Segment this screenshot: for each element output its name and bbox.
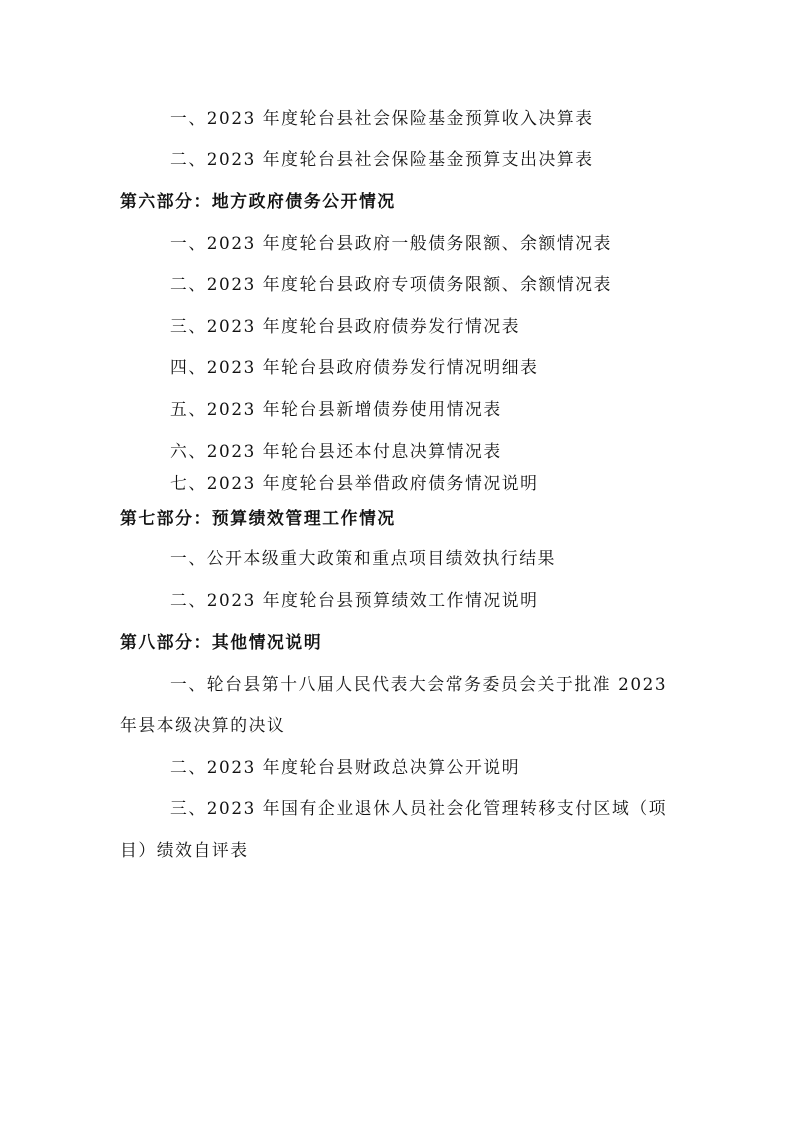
section-heading-part-8: 第八部分：其他情况说明: [120, 632, 323, 652]
toc-item-debt-repayment: 六、2023 年轮台县还本付息决算情况表: [170, 441, 502, 461]
toc-item-social-insurance-income: 一、2023 年度轮台县社会保险基金预算收入决算表: [170, 108, 594, 128]
toc-item-transfer-payment: 三、2023 年国有企业退休人员社会化管理转移支付区域（项: [170, 798, 668, 818]
toc-item-special-debt-limit: 二、2023 年度轮台县政府专项债务限额、余额情况表: [170, 274, 613, 294]
toc-item-social-insurance-expenditure: 二、2023 年度轮台县社会保险基金预算支出决算表: [170, 149, 594, 169]
toc-item-budget-performance: 二、2023 年度轮台县预算绩效工作情况说明: [170, 590, 539, 610]
toc-item-policy-performance: 一、公开本级重大政策和重点项目绩效执行结果: [170, 548, 557, 568]
toc-item-bond-issuance: 三、2023 年度轮台县政府债券发行情况表: [170, 316, 521, 336]
toc-item-transfer-payment-continued: 目）绩效自评表: [120, 840, 249, 860]
toc-item-bond-issuance-detail: 四、2023 年轮台县政府债券发行情况明细表: [170, 357, 539, 377]
toc-item-new-bond-usage: 五、2023 年轮台县新增债券使用情况表: [170, 399, 502, 419]
section-heading-part-7: 第七部分：预算绩效管理工作情况: [120, 508, 396, 528]
section-heading-part-6: 第六部分：地方政府债务公开情况: [120, 191, 396, 211]
toc-item-borrowing-explanation: 七、2023 年度轮台县举借政府债务情况说明: [170, 473, 539, 493]
toc-item-general-debt-limit: 一、2023 年度轮台县政府一般债务限额、余额情况表: [170, 233, 613, 253]
toc-item-congress-resolution: 一、轮台县第十八届人民代表大会常务委员会关于批准 2023: [170, 674, 668, 694]
toc-item-congress-resolution-continued: 年县本级决算的决议: [120, 715, 286, 735]
toc-item-final-accounts: 二、2023 年度轮台县财政总决算公开说明: [170, 757, 521, 777]
